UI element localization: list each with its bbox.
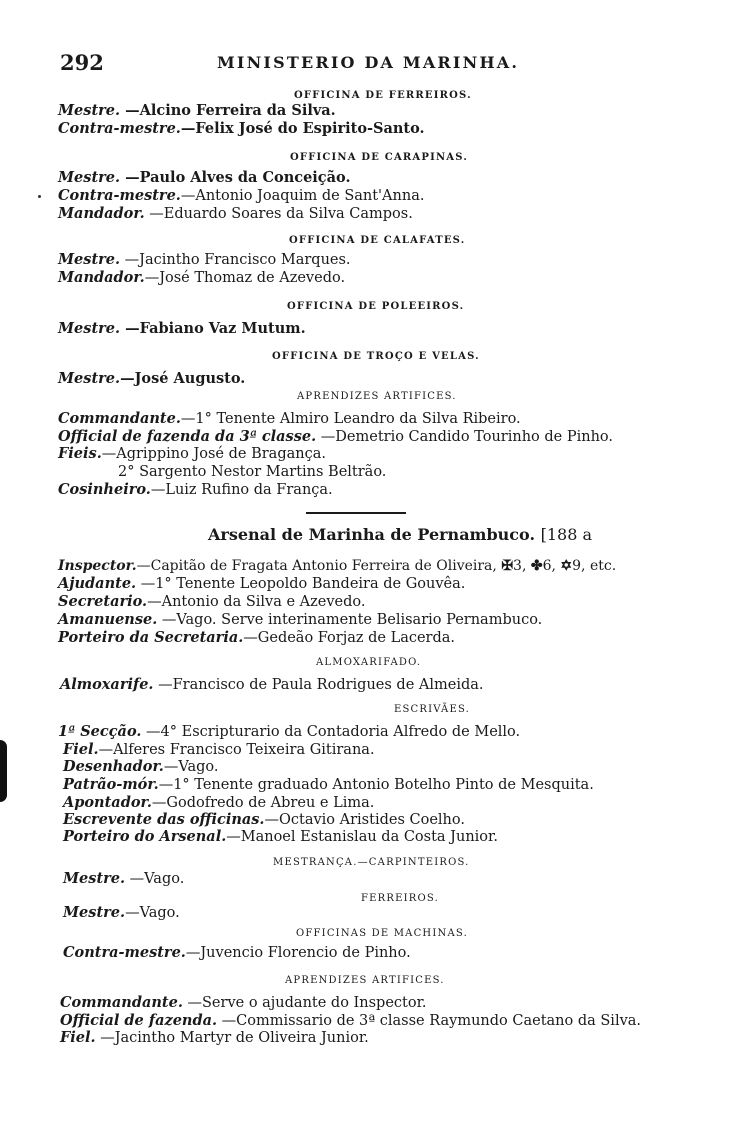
entry-line: Commandante. —Serve o ajudante do Inspector. [60, 994, 427, 1011]
entry-line: Mandador. —Eduardo Soares da Silva Campos. [58, 205, 413, 222]
entry-line: Fiel. —Jacintho Martyr de Oliveira Junior. [60, 1029, 369, 1046]
section-title-troco-velas: OFFICINA DE TROÇO E VELAS. [272, 351, 480, 362]
arsenal-heading: Arsenal de Marinha de Pernambuco. [188 a [208, 525, 592, 544]
entry-line: Almoxarife. —Francisco de Paula Rodrigues de Almeida. [60, 676, 484, 693]
entry-line: Mestre. —Paulo Alves da Conceição. [58, 169, 351, 186]
entry-line: Secretario.—Antonio da Silva e Azevedo. [58, 593, 366, 610]
entry-line: Porteiro do Arsenal.—Manoel Estanislau da Costa Junior. [63, 828, 498, 845]
entry-line: Cosinheiro.—Luiz Rufino da França. [58, 481, 333, 498]
entry-line: Contra-mestre.—Juvencio Florencio de Pinho. [63, 944, 411, 961]
entry-line: 1ª Secção. —4° Escripturario da Contadoria Alfredo de Mello. [58, 723, 521, 740]
entry-line: Mestre. —Alcino Ferreira da Silva. [58, 102, 336, 119]
entry-line: Amanuense. —Vago. Serve interinamente Belisario Pernambuco. [58, 611, 543, 628]
entry-line: Mandador.—José Thomaz de Azevedo. [58, 269, 346, 286]
entry-line: Fieis.—Agrippino José de Bragança. [58, 445, 326, 462]
section-divider [306, 512, 406, 514]
entry-line: Official de fazenda. —Commissario de 3ª classe Raymundo Caetano da Silva. [60, 1012, 642, 1029]
entry-line: Patrão-mór.—1° Tenente graduado Antonio Botelho Pinto de Mesquita. [63, 776, 594, 793]
section-title-aprendizes-2: APRENDIZES ARTIFICES. [285, 975, 445, 986]
section-title-calafates: OFFICINA DE CALAFATES. [289, 235, 466, 246]
entry-line: Contra-mestre.—Antonio Joaquim de Sant'Anna. [58, 187, 425, 204]
section-title-aprendizes: APRENDIZES ARTIFICES. [297, 391, 457, 402]
entry-line: Mestre. —Fabiano Vaz Mutum. [58, 320, 306, 337]
order-cross-icon: ✠ [501, 558, 514, 574]
entry-line: 2° Sargento Nestor Martins Beltrão. [118, 464, 387, 480]
binding-shadow [0, 740, 7, 802]
section-title-poleeiros: OFFICINA DE POLEEIROS. [287, 301, 465, 312]
entry-line: Commandante.—1° Tenente Almiro Leandro da Silva Ribeiro. [58, 410, 521, 427]
entry-line: Ajudante. —1° Tenente Leopoldo Bandeira de Gouvêa. [58, 575, 466, 592]
entry-line: Escrevente das officinas.—Octavio Aristides Coelho. [63, 811, 465, 828]
section-title-escrivaes: ESCRIVÃES. [394, 704, 471, 715]
section-title-mestranca: MESTRANÇA.—CARPINTEIROS. [273, 857, 470, 868]
section-title-ferreiros: OFFICINA DE FERREIROS. [294, 90, 472, 101]
section-title-ferreiros-2: FERREIROS. [361, 893, 439, 904]
section-title-carapinas: OFFICINA DE CARAPINAS. [290, 152, 469, 163]
ink-speck [38, 195, 41, 198]
entry-line: Apontador.—Godofredo de Abreu e Lima. [63, 794, 375, 811]
entry-line: Mestre.—José Augusto. [58, 370, 246, 387]
section-title-almoxarifado: ALMOXARIFADO. [316, 657, 422, 668]
entry-line: Porteiro da Secretaria.—Gedeão Forjaz de Lacerda. [58, 629, 456, 646]
entry-line: Mestre.—Vago. [63, 904, 180, 921]
running-title: MINISTERIO DA MARINHA. [217, 53, 520, 72]
entry-line: Mestre. —Vago. [63, 870, 185, 887]
page-number: 292 [60, 50, 104, 75]
entry-line: Contra-mestre.—Felix José do Espirito-Santo. [58, 120, 425, 137]
order-star-icon: ✡ [560, 558, 573, 574]
order-rose-icon: ✤ [530, 558, 543, 574]
entry-line: Mestre. —Jacintho Francisco Marques. [58, 251, 351, 268]
inspector-line: Inspector.—Capitão de Fragata Antonio Ferreira de Oliveira, ✠3, ✤6, ✡9, etc. [58, 558, 617, 574]
section-title-machinas: OFFICINAS DE MACHINAS. [296, 928, 468, 939]
entry-line: Fiel.—Alferes Francisco Teixeira Gitirana. [63, 741, 375, 758]
entry-line: Desenhador.—Vago. [63, 758, 219, 775]
entry-line: Official de fazenda da 3ª classe. —Demetrio Candido Tourinho de Pinho. [58, 428, 613, 445]
